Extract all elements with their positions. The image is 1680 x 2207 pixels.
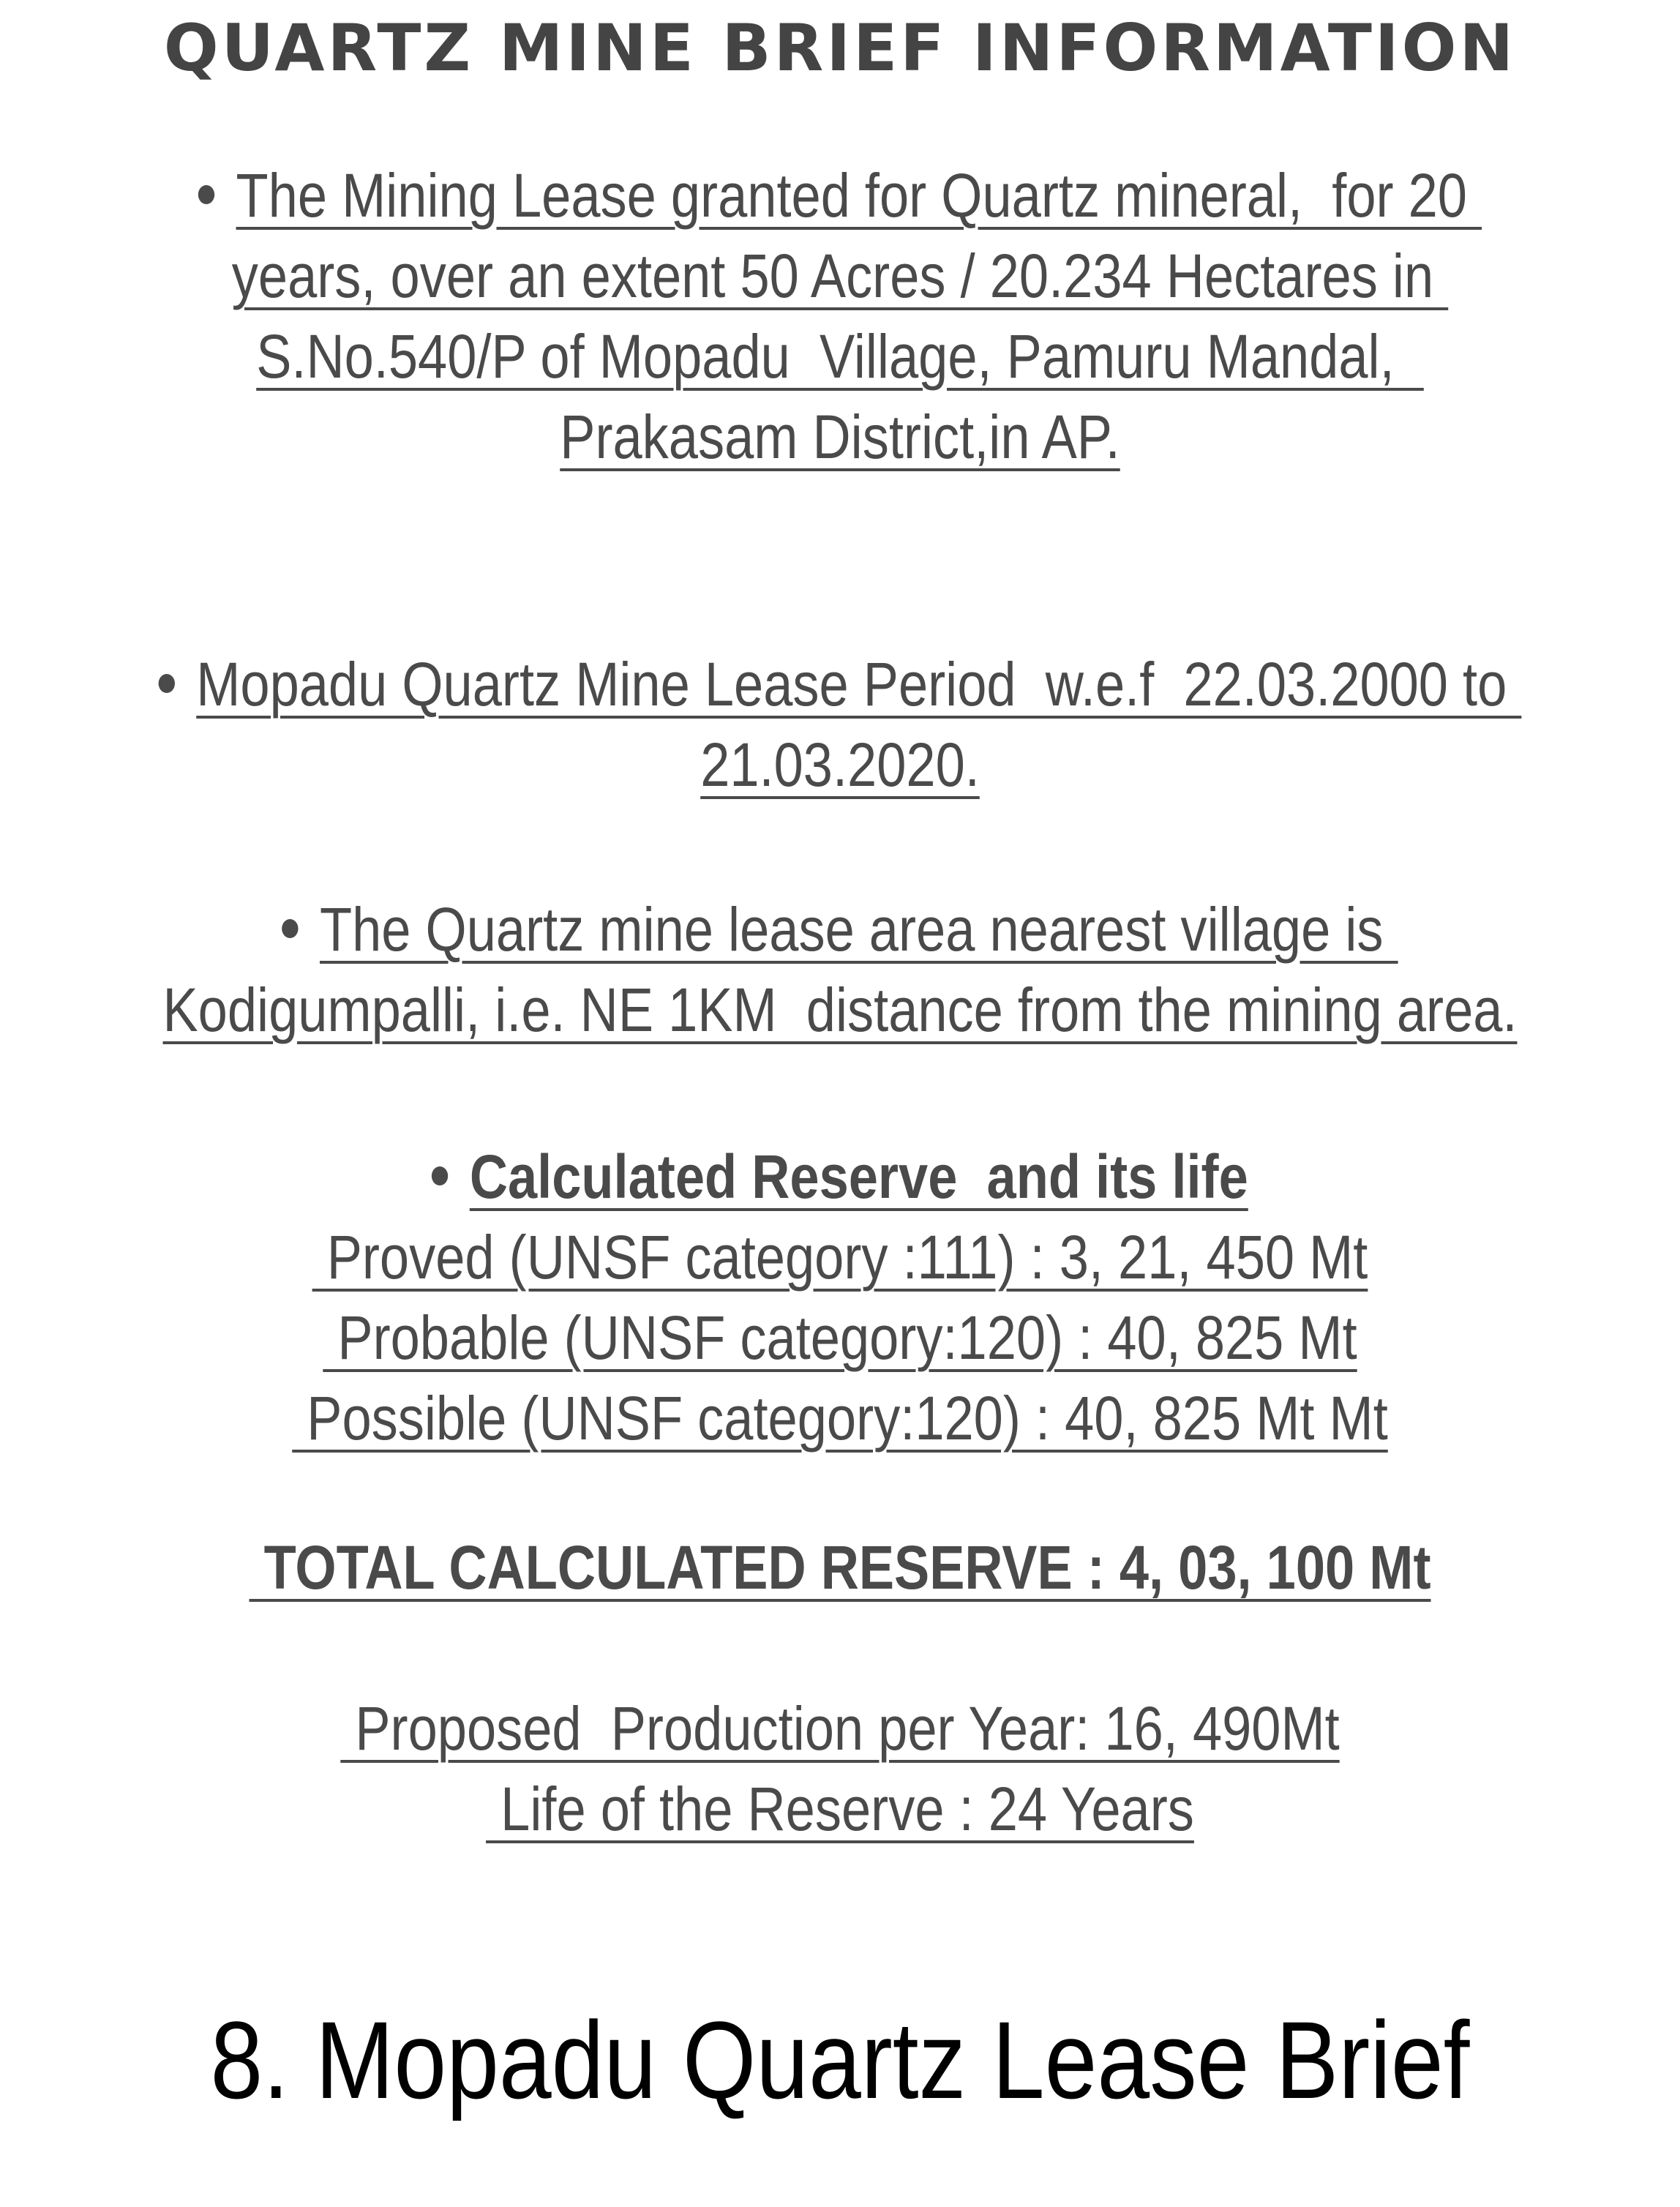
bullet-icon: [198, 185, 214, 204]
nearest-village-line: Kodigumpalli, i.e. NE 1KM distance from the mining area.: [162, 975, 1518, 1044]
total-reserve: TOTAL CALCULATED RESERVE : 4, 03, 100 Mt: [249, 1533, 1431, 1602]
document-title: QUARTZ MINE BRIEF INFORMATION: [163, 10, 1517, 86]
production-section: [118, 1688, 1563, 1849]
bullet-icon: [432, 1166, 448, 1185]
bullet-icon: [159, 674, 175, 693]
reserve-probable: Probable (UNSF category:120) : 40, 825 Mt: [323, 1303, 1357, 1372]
lease-info-line: Prakasam District,in AP.: [560, 402, 1120, 471]
nearest-village-line: The Quartz mine lease area nearest village is: [118, 889, 1563, 970]
lease-period-paragraph: [118, 644, 1563, 805]
reserve-heading: Calculated Reserve and its life: [118, 1136, 1563, 1217]
production-line: Proposed Production per Year: 16, 490Mt: [340, 1694, 1340, 1763]
reserve-possible: Possible (UNSF category:120) : 40, 825 Mt Mt: [292, 1384, 1388, 1453]
life-line: Life of the Reserve : 24 Years: [486, 1775, 1194, 1843]
reserve-proved: Proved (UNSF category :111) : 3, 21, 450 Mt: [312, 1223, 1368, 1292]
bullet-icon: [282, 919, 298, 938]
lease-period-line: 21.03.2020.: [700, 730, 980, 799]
lease-info-line: The Mining Lease granted for Quartz mineral, for 20: [118, 155, 1563, 236]
lease-info-paragraph: [118, 155, 1563, 477]
lease-info-line: S.No.540/P of Mopadu Village, Pamuru Mandal,: [256, 322, 1424, 391]
lease-info-line: years, over an extent 50 Acres / 20.234 Hectares in: [231, 241, 1449, 310]
slide-caption: 8. Mopadu Quartz Lease Brief: [210, 1998, 1470, 2121]
lease-period-line: Mopadu Quartz Mine Lease Period w.e.f 22.03.2000 to: [118, 644, 1563, 724]
nearest-village-paragraph: [118, 889, 1563, 1050]
reserve-section: [118, 1136, 1563, 1458]
